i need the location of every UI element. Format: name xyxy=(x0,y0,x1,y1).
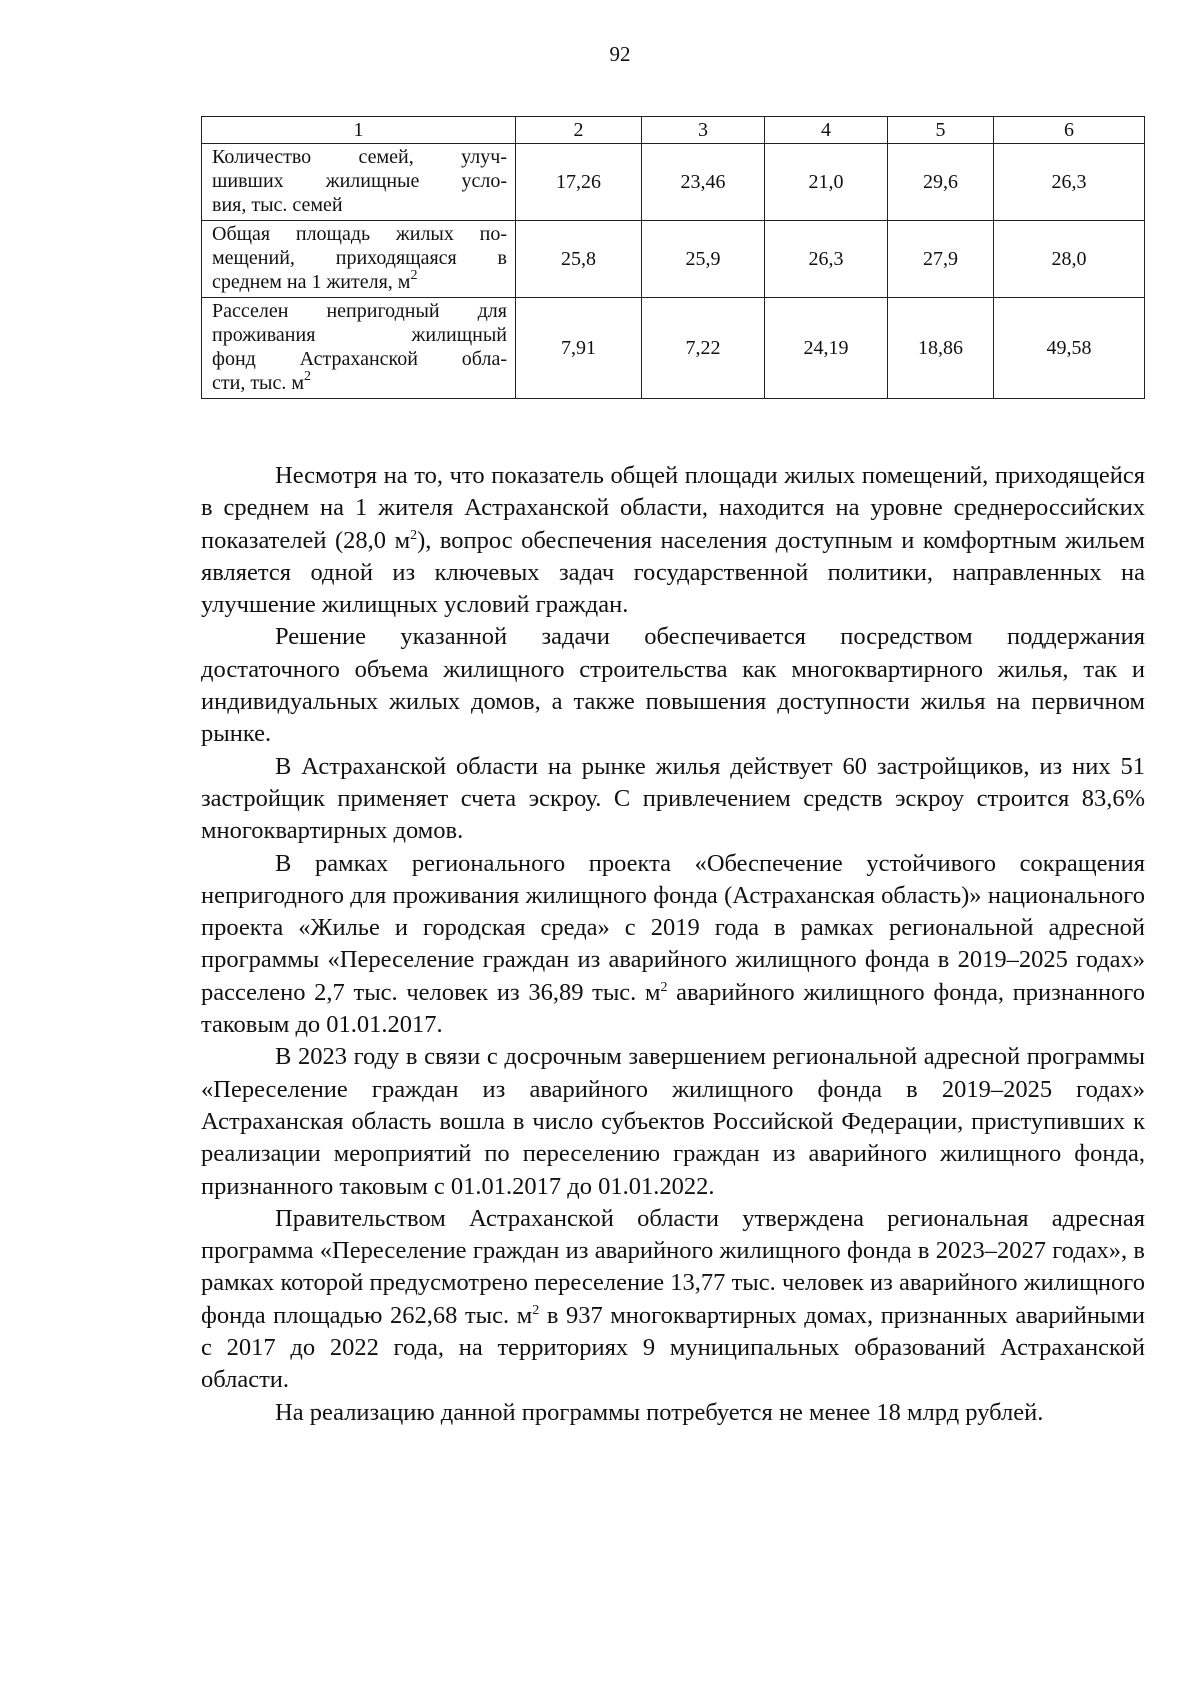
table-cell: 49,58 xyxy=(994,298,1145,399)
paragraph-text: ), вопрос обеспечения населения доступным и комфортным жильем является одной из ключевых задач государственной политики, направленных на улучшение жилищных условий граждан. xyxy=(201,526,1145,619)
row-label xyxy=(202,144,516,221)
table-cell: 29,6 xyxy=(888,144,994,221)
superscript: 2 xyxy=(660,979,668,995)
paragraph-text: Правительством Астраханской области утверждена региональная адресная программа «Переселение граждан из аварийного жилищного фонда в 2023–2027 годах», в рамках которой предусмотрено переселение 13,77 тыс. человек из аварийного жилищного фонда площадью 262,68 тыс. м xyxy=(201,1204,1145,1329)
paragraph-text: Несмотря на то, что показатель общей площади жилых помещений, приходящейся в среднем на 1 жителя Астраханской области, находится на уровне среднероссийских показателей (28,0 м xyxy=(201,462,1145,554)
row-label-line-last xyxy=(212,270,507,294)
table-cell: 26,3 xyxy=(994,144,1145,221)
column-header: 2 xyxy=(516,117,642,144)
paragraph: В 2023 году в связи с досрочным завершением региональной адресной программы «Переселение граждан из аварийного жилищного фонда в 2019–2025 годах» Астраханская область вошла в число субъектов Российской Федерации, приступивших к реализации мероприятий по переселению граждан из аварийного жилищного фонда, признанного таковым с 01.01.2017 до 01.01.2022. xyxy=(201,1043,1145,1200)
body-text xyxy=(201,460,1145,1429)
table-row xyxy=(202,221,1145,298)
row-label-line: Количество семей, улуч- xyxy=(212,146,507,168)
paragraph-text: В рамках регионального проекта «Обеспечение устойчивого сокращения непригодного для проживания жилищного фонда (Астраханская область)» национального проекта «Жилье и городская среда» с 2019 года в рамках региональной адресной программы «Переселение граждан из аварийного жилищного фонда в 2019–2025 годах» расселено 2,7 тыс. человек из 36,89 тыс. м xyxy=(201,849,1145,1006)
table-cell: 17,26 xyxy=(516,144,642,221)
paragraph-text: в 937 многоквартирных домах, признанных аварийными с 2017 до 2022 года, на территориях 9 муниципальных образований Астраханской области. xyxy=(201,1301,1146,1394)
table-row xyxy=(202,144,1145,221)
paragraph: На реализацию данной программы потребуется не менее 18 млрд рублей. xyxy=(275,1398,1044,1426)
row-label-line: проживания жилищный xyxy=(212,324,507,346)
row-label xyxy=(202,298,516,399)
table-cell: 25,8 xyxy=(516,221,642,298)
table-cell: 18,86 xyxy=(888,298,994,399)
paragraph xyxy=(201,1203,1145,1397)
superscript: 2 xyxy=(532,1302,540,1318)
row-label xyxy=(202,221,516,298)
table-cell: 26,3 xyxy=(765,221,888,298)
table-cell: 7,91 xyxy=(516,298,642,399)
row-label-line: сти, тыс. м xyxy=(212,372,305,394)
table-cell: 25,9 xyxy=(642,221,765,298)
row-label-line: шивших жилищные усло- xyxy=(212,170,507,192)
table-cell: 7,22 xyxy=(642,298,765,399)
paragraph-text: аварийного жилищного фонда, признанного таковым до 01.01.2017. xyxy=(201,978,1145,1039)
column-header: 6 xyxy=(994,117,1145,144)
table-cell: 24,19 xyxy=(765,298,888,399)
row-label-line: вия, тыс. семей xyxy=(212,194,343,216)
table-cell: 27,9 xyxy=(888,221,994,298)
page-number: 92 xyxy=(609,42,631,66)
paragraph xyxy=(201,848,1145,1042)
table-row xyxy=(202,298,1145,399)
paragraph: Решение указанной задачи обеспечивается посредством поддержания достаточного объема жилищного строительства как многоквартирного жилья, так и индивидуальных жилых домов, а также повышения доступности жилья на первичном рынке. xyxy=(201,623,1145,748)
column-header: 3 xyxy=(642,117,765,144)
paragraph xyxy=(201,460,1145,621)
table-cell: 21,0 xyxy=(765,144,888,221)
column-header: 4 xyxy=(765,117,888,144)
row-label-line: Общая площадь жилых по- xyxy=(212,223,507,245)
paragraph: В Астраханской области на рынке жилья действует 60 застройщиков, из них 51 застройщик применяет счета эскроу. С привлечением средств эскроу строится 83,6% многоквартирных домов. xyxy=(201,752,1145,845)
table-header-row xyxy=(202,117,1145,144)
column-header: 1 xyxy=(202,117,516,144)
column-header: 5 xyxy=(888,117,994,144)
row-label-line: Расселен непригодный для xyxy=(212,300,507,322)
superscript: 2 xyxy=(304,369,312,384)
statistics-table xyxy=(201,116,1145,399)
table-cell: 23,46 xyxy=(642,144,765,221)
row-label-line: мещений, приходящаяся в xyxy=(212,247,507,269)
row-label-line: фонд Астраханской обла- xyxy=(212,348,507,370)
superscript: 2 xyxy=(410,268,418,283)
superscript: 2 xyxy=(410,527,418,543)
row-label-line: среднем на 1 жителя, м xyxy=(212,271,411,293)
table-cell: 28,0 xyxy=(994,221,1145,298)
row-label-line-last xyxy=(212,371,507,395)
